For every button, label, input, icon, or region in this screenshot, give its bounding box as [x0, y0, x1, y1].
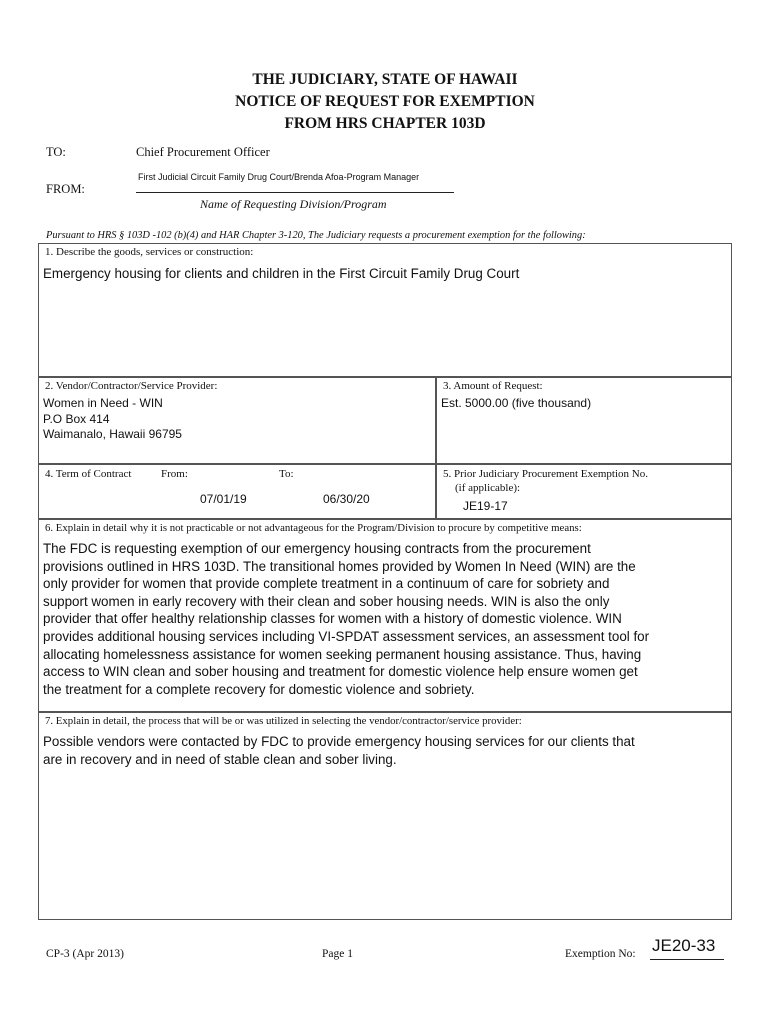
justification-line: provides additional housing services including VI-SPDAT assessment services, an assessment tool for	[43, 628, 650, 644]
from-field[interactable]: First Judicial Circuit Family Drug Court/Brenda Afoa-Program Manager	[138, 172, 420, 182]
section-6-caption: 6. Explain in detail why it is not practicable or not advantageous for the Program/Division to procure by competitive means:	[45, 522, 582, 534]
vendor-line: Waimanalo, Hawaii 96795	[43, 427, 182, 441]
section-6-box	[38, 519, 732, 712]
title-line-3: FROM HRS CHAPTER 103D	[284, 115, 486, 132]
section-2-box	[38, 377, 436, 464]
pursuant-statement: Pursuant to HRS § 103D -102 (b)(4) and HAR Chapter 3-120, The Judiciary requests a procurement exemption for the following:	[46, 230, 586, 241]
selection-process-field[interactable]	[43, 733, 733, 768]
title-line-2: NOTICE OF REQUEST FOR EXEMPTION	[235, 93, 535, 110]
justification-line: provider that offer healthy relationship classes for women with a history of domestic violence. WIN	[43, 611, 622, 627]
term-to-field[interactable]: 06/30/20	[323, 492, 370, 506]
to-value: Chief Procurement Officer	[136, 145, 270, 159]
page-number: Page 1	[322, 948, 353, 960]
prior-exemption-field[interactable]: JE19-17	[463, 499, 508, 513]
justification-line: only provider for women that provide complete treatment in a continuum of care for sobriety and	[43, 576, 610, 592]
exemption-number-field[interactable]: JE20-33	[652, 936, 716, 955]
exemption-underline	[650, 959, 724, 960]
selection-line: are in recovery and in need of stable clean and sober living.	[43, 751, 397, 767]
vendor-field[interactable]	[43, 396, 182, 443]
section-5-caption: 5. Prior Judiciary Procurement Exemption No.	[443, 468, 648, 480]
section-3-caption: 3. Amount of Request:	[443, 380, 543, 392]
from-underline	[136, 192, 454, 193]
section-5-caption-sub: (if applicable):	[455, 482, 521, 494]
vendor-line: P.O Box 414	[43, 411, 110, 426]
selection-line: Possible vendors were contacted by FDC to provide emergency housing services for our clients that	[43, 734, 635, 749]
title-line-1: THE JUDICIARY, STATE OF HAWAII	[252, 71, 518, 88]
section-7-box	[38, 712, 732, 920]
vendor-line: Women in Need - WIN	[43, 396, 163, 410]
exemption-label: Exemption No:	[565, 948, 636, 960]
section-5-box	[436, 464, 732, 519]
justification-line: support women in early recovery with their clean and sober housing needs. WIN is also the only	[43, 593, 610, 609]
term-from-label: From:	[161, 468, 188, 480]
form-id: CP-3 (Apr 2013)	[46, 948, 124, 960]
section-1-box	[38, 243, 732, 377]
goods-services-field[interactable]: Emergency housing for clients and children in the First Circuit Family Drug Court	[43, 266, 520, 281]
justification-line: provisions outlined in HRS 103D. The transitional homes provided by Women In Need (WIN) are the	[43, 558, 636, 574]
from-label: FROM:	[46, 182, 85, 196]
justification-line: access to WIN clean and sober housing and treatment for domestic violence help ensure women get	[43, 664, 638, 680]
justification-line: The FDC is requesting exemption of our emergency housing contracts from the procurement	[43, 541, 591, 556]
amount-field[interactable]: Est. 5000.00 (five thousand)	[441, 396, 592, 410]
section-7-caption: 7. Explain in detail, the process that will be or was utilized in selecting the vendor/contractor/service provider:	[45, 715, 522, 727]
term-to-label: To:	[279, 468, 294, 480]
justification-line: the treatment for a complete recovery for domestic violence and sobriety.	[43, 681, 475, 697]
section-4-caption: 4. Term of Contract	[45, 468, 132, 480]
term-from-field[interactable]: 07/01/19	[200, 492, 247, 506]
section-4-box	[38, 464, 436, 519]
section-1-caption: 1. Describe the goods, services or construction:	[45, 246, 254, 258]
to-label: TO:	[46, 145, 66, 159]
section-3-box	[436, 377, 732, 464]
justification-field[interactable]	[43, 540, 733, 698]
division-caption: Name of Requesting Division/Program	[200, 197, 387, 211]
justification-line: allocating homelessness assistance for women seeking permanent housing assistance. Thus, having	[43, 646, 642, 662]
section-2-caption: 2. Vendor/Contractor/Service Provider:	[45, 380, 218, 392]
